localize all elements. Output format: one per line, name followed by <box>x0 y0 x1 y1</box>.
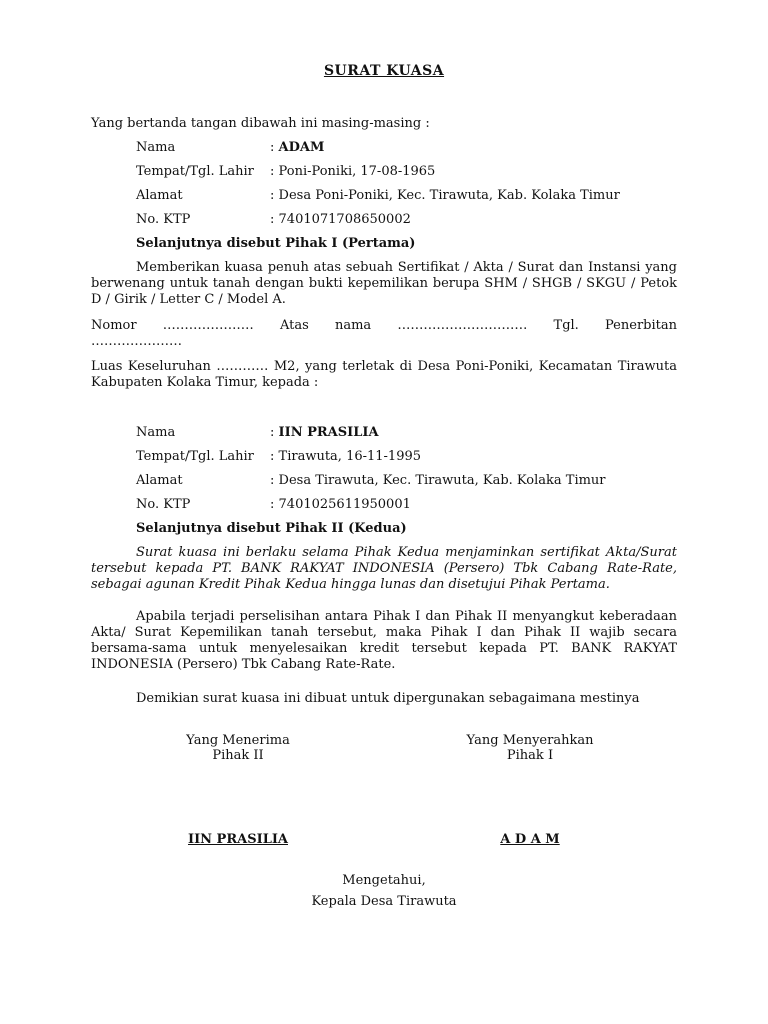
pihak1-nama-label: Nama <box>136 140 176 155</box>
pihak2-designation: Selanjutnya disebut Pihak II (Kedua) <box>136 521 407 536</box>
pihak1-alamat-label: Alamat <box>136 188 183 203</box>
signature-left <box>158 733 318 763</box>
pihak2-alamat-value: : Desa Tirawuta, Kec. Tirawuta, Kab. Kolaka Timur <box>270 473 606 488</box>
pihak2-ktp-label: No. KTP <box>136 497 191 512</box>
closing-statement: Demikian surat kuasa ini dibuat untuk dipergunakan sebagaimana mestinya <box>136 691 640 706</box>
pihak1-nama-value: : ADAM <box>270 140 325 155</box>
pihak1-designation: Selanjutnya disebut Pihak I (Pertama) <box>136 236 416 251</box>
signature-left-role: Yang Menerima <box>186 733 290 748</box>
nomor-line: Nomor ………………… Atas nama ………………………… Tgl. Penerbitan <box>91 318 677 333</box>
paragraph-berlaku: Surat kuasa ini berlaku selama Pihak Kedua menjaminkan sertifikat Akta/Surat tersebut kepada PT. BANK RAKYAT INDONESIA (Persero) Tbk Cabang Rate-Rate, sebagai agunan Kredit Pihak Kedua hingga lunas dan disetujui Pihak Pertama. <box>91 545 677 592</box>
pihak1-ktp-label: No. KTP <box>136 212 191 227</box>
signature-left-name: IIN PRASILIA <box>187 832 288 847</box>
village-head-title: Kepala Desa Tirawuta <box>311 894 457 909</box>
paragraph-kuasa: Memberikan kuasa penuh atas sebuah Sertifikat / Akta / Surat dan Instansi yang berwenang untuk tanah dengan bukti kepemilikan berupa SHM / SHGB / SKGU / Petok D / Girik / Letter C / Model A. <box>91 260 677 307</box>
paragraph-luas: Luas Keseluruhan ………… M2, yang terletak di Desa Poni-Poniki, Kecamatan Tirawuta Kabupaten Kolaka Timur, kepada : <box>91 359 677 390</box>
pihak2-alamat-label: Alamat <box>136 473 183 488</box>
pihak1-ttl-label: Tempat/Tgl. Lahir <box>136 164 254 179</box>
pihak1-ttl-value: : Poni-Poniki, 17-08-1965 <box>270 164 436 179</box>
acknowledgement-label: Mengetahui, <box>342 873 426 888</box>
signature-right-role: Yang Menyerahkan <box>466 733 594 748</box>
document-title: SURAT KUASA <box>323 63 445 79</box>
signature-right <box>450 733 610 763</box>
nomor-line-dots: ………………… <box>91 334 182 349</box>
pihak2-ktp-value: : 7401025611950001 <box>270 497 411 512</box>
signature-right-party: Pihak I <box>506 748 554 763</box>
signature-left-party: Pihak II <box>212 748 264 763</box>
pihak1-alamat-value: : Desa Poni-Poniki, Kec. Tirawuta, Kab. Kolaka Timur <box>270 188 620 203</box>
pihak1-ktp-value: : 7401071708650002 <box>270 212 411 227</box>
pihak2-ttl-label: Tempat/Tgl. Lahir <box>136 449 254 464</box>
pihak2-ttl-value: : Tirawuta, 16-11-1995 <box>270 449 422 464</box>
intro-text: Yang bertanda tangan dibawah ini masing-masing : <box>91 116 430 131</box>
signature-right-name: A D A M <box>500 832 560 847</box>
pihak2-nama-label: Nama <box>136 425 176 440</box>
paragraph-perselisihan: Apabila terjadi perselisihan antara Pihak I dan Pihak II menyangkut keberadaan Akta/ Surat Kepemilikan tanah tersebut, maka Pihak I dan Pihak II wajib secara bersama-sama untuk menyelesaikan kredit tersebut kepada PT. BANK RAKYAT INDONESIA (Persero) Tbk Cabang Rate-Rate. <box>91 609 677 672</box>
pihak2-nama-value: : IIN PRASILIA <box>270 425 379 440</box>
